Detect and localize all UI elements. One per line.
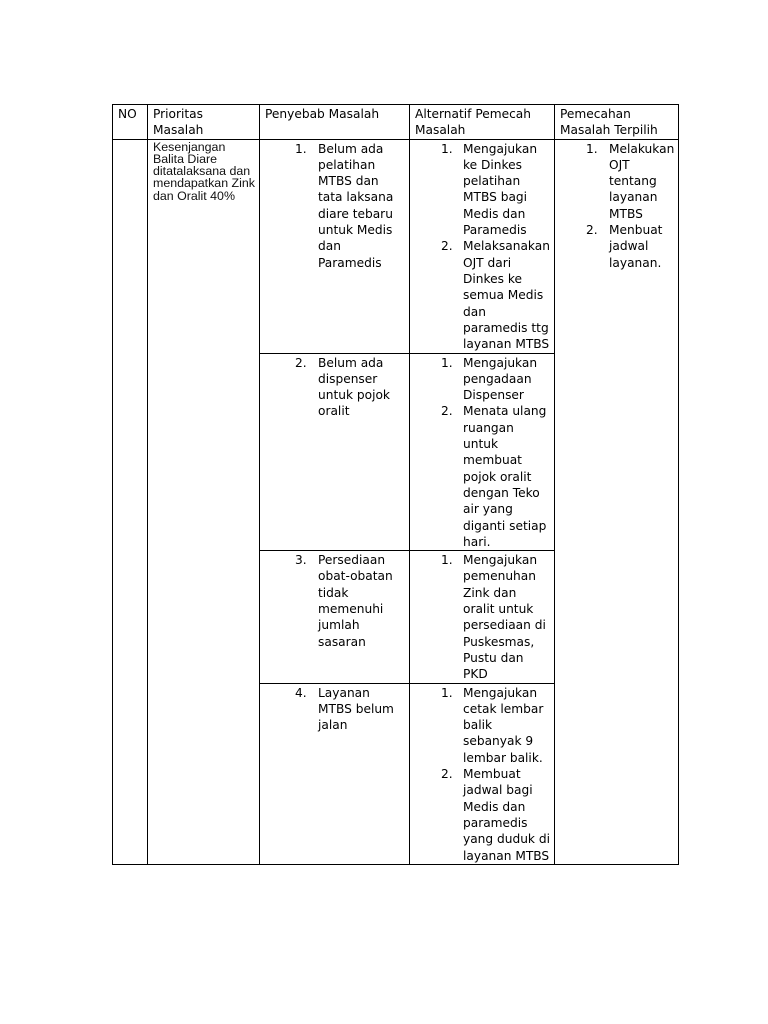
list-item: 1. Mengajukan cetak lembar balik sebanyak 9 lembar balik. (441, 685, 544, 765)
list-item: 1. Mengajukan ke Dinkes pelatihan MTBS bagi Medis dan Paramedis (441, 141, 538, 238)
penyebab-cell (260, 139, 410, 353)
list-item: 2. Menata ulang ruangan untuk membuat pojok oralit dengan Teko air yang diganti setiap hari. (441, 404, 547, 549)
no-cell (113, 139, 148, 864)
prioritas-masalah-cell: Kesenjangan Balita Diare ditatalaksana dan mendapatkan Zink dan Oralit 40% (148, 139, 260, 864)
header-no: NO (113, 105, 148, 140)
alternatif-cell (410, 353, 555, 551)
header-alternatif-pemecah-masalah: Alternatif Pemecah Masalah (410, 105, 555, 140)
list-item: 4. Layanan MTBS belum jalan (295, 685, 394, 733)
penyebab-cell (260, 353, 410, 551)
alternatif-cell (410, 683, 555, 864)
list-item: 1. Belum ada pelatihan MTBS dan tata laksana diare tebaru untuk Medis dan Paramedis (295, 141, 394, 270)
pemecahan-terpilih-cell (555, 139, 679, 864)
list-item: 1. Mengajukan pengadaan Dispenser (441, 355, 538, 403)
table-row (113, 139, 679, 353)
problem-solving-table (112, 104, 679, 865)
list-item: 2. Belum ada dispenser untuk pojok oralit (295, 355, 390, 419)
table-header-row (113, 105, 679, 140)
alternatif-cell (410, 551, 555, 683)
list-item: 2. Menbuat jadwal layanan. (586, 223, 663, 270)
list-item: 1. Melakukan OJT tentang layanan MTBS (586, 141, 675, 221)
list-item: 2. Membuat jadwal bagi Medis dan paramedis yang duduk di layanan MTBS (441, 767, 550, 863)
header-pemecahan-masalah-terpilih: Pemecahan Masalah Terpilih (555, 105, 679, 140)
penyebab-cell (260, 683, 410, 864)
header-prioritas-masalah: Prioritas Masalah (148, 105, 260, 140)
header-penyebab-masalah: Penyebab Masalah (260, 105, 410, 140)
list-item: 1. Mengajukan pemenuhan Zink dan oralit untuk persediaan di Puskesmas, Pustu dan PKD (441, 553, 546, 682)
list-item: 3. Persediaan obat-obatan tidak memenuhi jumlah sasaran (295, 553, 393, 649)
penyebab-cell (260, 551, 410, 683)
alternatif-cell (410, 139, 555, 353)
list-item: 2. Melaksanakan OJT dari Dinkes ke semua Medis dan paramedis ttg layanan MTBS (441, 239, 550, 352)
